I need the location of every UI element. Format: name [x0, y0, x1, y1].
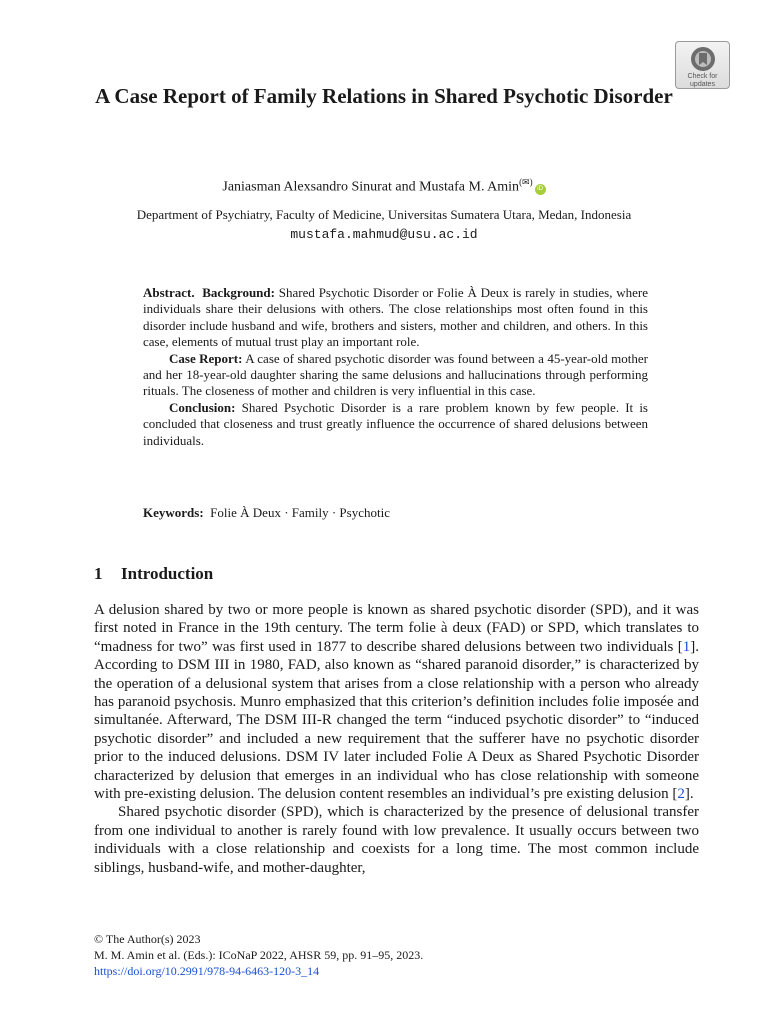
introduction-body [94, 601, 699, 877]
paragraph-2: Shared psychotic disorder (SPD), which is characterized by the presence of delusional transfer from one individual to another is rarely found with low prevalence. It usually occurs between two individuals with a close relationship and coexists for a long time. The most common include siblings, husband-wife, and mother-daughter, [94, 804, 699, 876]
conclusion-label: Conclusion: [169, 399, 236, 415]
keywords-text: Folie À Deux · Family · Psychotic [210, 505, 390, 520]
case-report-label: Case Report: [169, 350, 243, 366]
conclusion-text: Shared Psychotic Disorder is a rare problem known by few people. It is concluded that closeness and trust greatly influence the occurrence of shared delusions between individuals. [143, 399, 648, 448]
keywords-label: Keywords: [143, 505, 204, 520]
email-mark[interactable]: (✉) [519, 177, 533, 187]
author-line [84, 172, 684, 198]
doi-link[interactable]: https://doi.org/10.2991/978-94-6463-120-3_14 [94, 964, 320, 978]
copyright: © The Author(s) 2023 [94, 932, 201, 946]
citation: M. M. Amin et al. (Eds.): ICoNaP 2022, AHSR 59, pp. 91–95, 2023. [94, 948, 424, 962]
badge-line-2: updates [690, 81, 715, 88]
citation-link-2[interactable]: 2 [677, 786, 685, 803]
background-text: Shared Psychotic Disorder or Folie À Deux is rarely in studies, where individuals share their delusions with others. The close relationships most often found in this disorder include husband and wife, brothers and sisters, mother and children, and others. In this case, elements of mutual trust play an important role. [143, 285, 649, 350]
abstract-conclusion [143, 400, 648, 449]
author-email[interactable]: mustafa.mahmud@usu.ac.id [290, 227, 478, 242]
paragraph-1-part-c: ]. [684, 786, 694, 803]
footer [94, 931, 704, 979]
badge-line-1: Check for [687, 73, 718, 80]
abstract-case-report [143, 351, 648, 400]
paragraph-1-part-a: A delusion shared by two or more people is known as shared psychotic disorder (SPD), and it was first noted in France in the 19th century. The term folie à deux (FAD) or SPD, which translates to “madness for two” was first used in 1877 to describe shared delusions between two individuals [ [94, 602, 699, 655]
paragraph-1 [94, 601, 699, 803]
keywords [143, 504, 648, 522]
paper-title: A Case Report of Family Relations in Shared Psychotic Disorder [95, 84, 673, 108]
citation-link-1[interactable]: 1 [682, 638, 691, 655]
abstract-label: Abstract. [143, 285, 195, 300]
author-names: Janiasman Alexsandro Sinurat and Mustafa M. Amin [222, 179, 520, 195]
background-label: Background: [202, 285, 275, 300]
paragraph-1-part-b: ]. According to DSM III in 1980, FAD, also known as “shared paranoid disorder,” is characterized by the operation of a delusional system that arises from a close relationship with a person who already has paranoid psychosis. Munro emphasized that this criterion’s definition includes folie imposée and simultanée. Afterward, The DSM III-R changed the term “induced psychotic disorder” to “induced psychotic disorder” and included a new requirement that the sufferer have no psychotic disorder prior to the induced delusions. DSM IV later included Folie A Deux as Shared Psychotic Disorder characterized by delusion that emerges in an individual who has close relationship with someone with pre-existing delusion. The delusion content resembles an individual’s pre existing delusion [ [94, 638, 699, 803]
abstract [143, 285, 648, 449]
section-number: 1 [94, 564, 103, 583]
section-title: Introduction [121, 564, 214, 583]
abstract-background [143, 285, 648, 351]
orcid-icon[interactable]: iD [535, 184, 546, 195]
case-report-text: A case of shared psychotic disorder was found between a 45-year-old mother and her 18-year-old daughter sharing the same delusions and hallucinations through performing rituals. The closeness of mother and children is very influential in this case. [143, 350, 648, 399]
affiliation: Department of Psychiatry, Faculty of Medicine, Universitas Sumatera Utara, Medan, Indonesia [136, 207, 632, 222]
section-heading-introduction [94, 563, 213, 585]
bookmark-icon [690, 46, 716, 72]
